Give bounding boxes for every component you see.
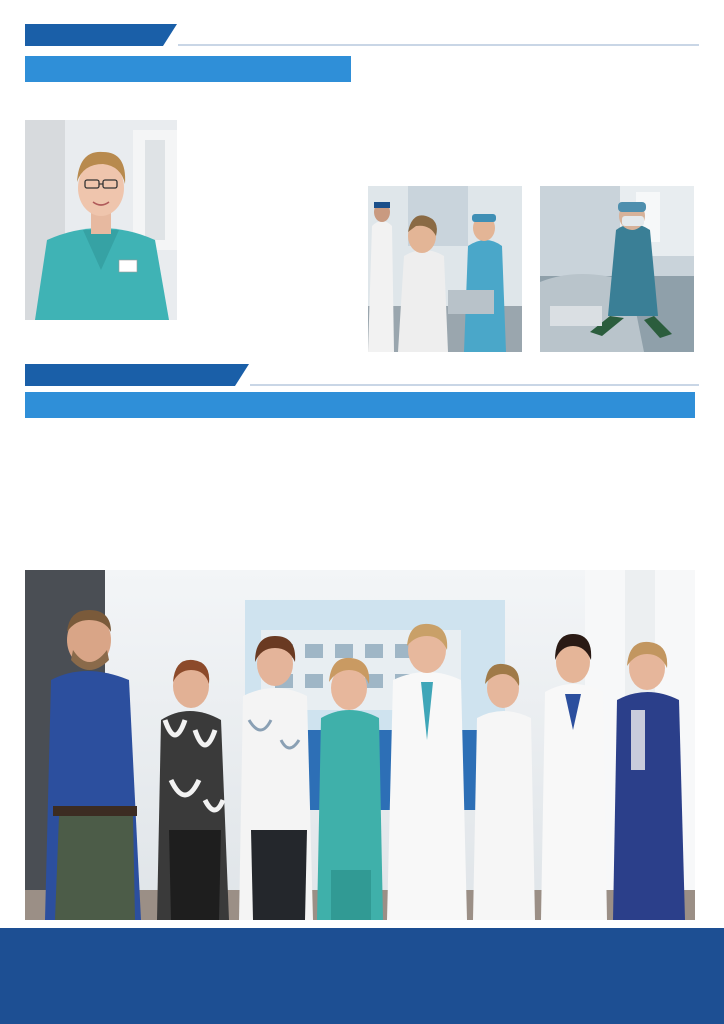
group-image [25,570,695,920]
section-tag-lean [25,364,235,386]
article1-title [25,56,351,82]
clinic-photo [368,186,522,352]
footer-column-1 [30,936,190,1016]
section-tag-doctors [25,24,163,46]
section-rule [250,384,699,386]
article2-column-4 [540,424,698,564]
procedure-photo [540,186,694,352]
portrait-image [25,120,177,320]
procedure-image [540,186,694,352]
article1-lead [25,86,177,120]
article1-column-4 [540,56,694,181]
article2-column-1 [25,424,183,564]
article1-column-3 [368,56,522,181]
group-photo [25,570,695,920]
footer-column-2 [198,936,358,1016]
article2-column-3 [368,424,526,564]
clinic-image [368,186,522,352]
article1-column-2 [196,86,350,358]
article2-column-2 [196,424,354,564]
article2-title [25,392,695,418]
section-rule [178,44,699,46]
portrait-photo [25,120,177,320]
